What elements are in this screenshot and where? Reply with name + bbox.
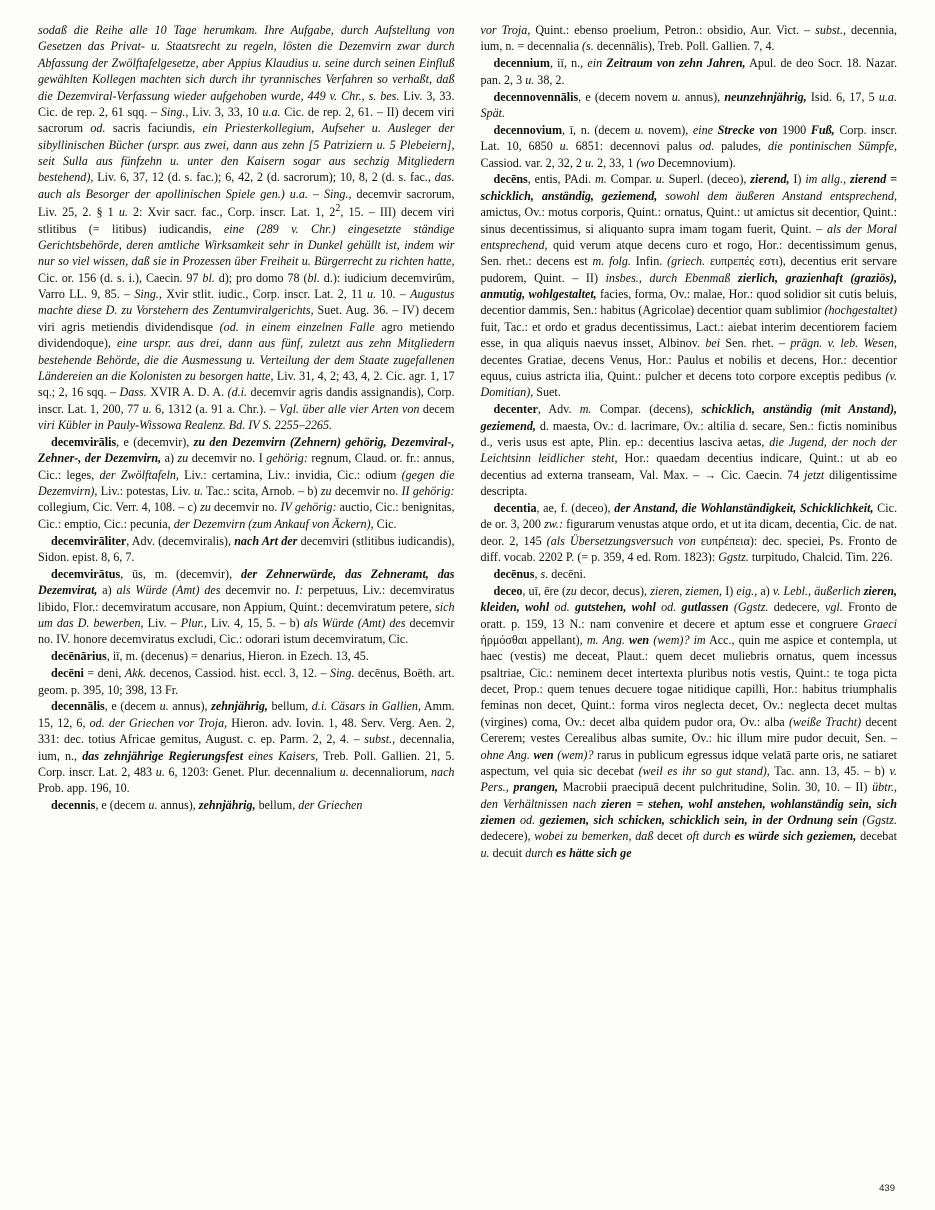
- dictionary-entry: decennālis, e (decem u. annus), zehnjährig, bellum, d.i. Cäsars in Gallien, Amm. 15, 12, 6, od. der Griechen vor Troja, Hieron. adv. Iovin. 1, 48. Serv. Verg. Aen. 2, 331: dec. totius Africae gemitus, August. c. ep. Parm. 2, 2, 4. – subst., decennalia, ium, n., das zehnjährige Regierungsfest eines Kaisers, Treb. Poll. Gallien. 21, 5. Corp. inscr. Lat. 2, 483 u. 6, 1203: Genet. Plur. decennalium u. decennaliorum, nach Prob. app. 196, 10.: [38, 699, 455, 796]
- left-text-column: [38, 22, 455, 1152]
- dictionary-entry: decēnus, s. decēni.: [493, 566, 586, 581]
- dictionary-entry: decennis, e (decem u. annus), zehnjährig, bellum, der Griechen: [51, 798, 363, 813]
- dictionary-entry: decemvirālis, e (decemvir), zu den Dezemvirn (Zehnern) gehörig, Dezemviral-, Zehner-, der Dezemvirn, a) zu decemvir no. I gehörig: regnum, Claud. or. fr.: annus, Cic.: leges, der Zwölftafeln, Liv.: certamina, Liv.: invidia, Cic.: odium (gegen die Dezemvirn), Liv.: potestas, Liv. u. Tac.: scita, Arnob. – b) zu decemvir no. II gehörig: collegium, Cic. Verr. 4, 108. – c) zu decemvir no. IV gehörig: auctio, Cic.: benignitas, Cic.: emptio, Cic.: pecunia, der Dezemvirn (zum Ankauf von Äckern), Cic.: [38, 434, 455, 531]
- dictionary-entry: decemvirātus, ūs, m. (decemvir), der Zehnerwürde, das Zehneramt, das Dezemvirat, a) als Würde (Amt) des decemvir no. I: perpetuus, Liv.: decemviratus libido, Flor.: decemviratum accusare, non Appium, Quint.: decemviratum petere, sich um das D. bewerben, Liv. – Plur., Liv. 4, 15, 5. – b) als Würde (Amt) des decemvir no. IV. honore decemviratus excludi, Cic.: odorari istum decemviratum, Cic.: [38, 566, 455, 647]
- dictionary-entry: decennium, iī, n., ein Zeitraum von zehn Jahren, Apul. de deo Socr. 18. Nazar. pan. 2, 3 u. 38, 2.: [480, 56, 897, 87]
- dictionary-entry: decemvirāliter, Adv. (decemviralis), nach Art der decemviri (stlitibus iudicandis), Sidon. epist. 8, 6, 7.: [38, 533, 455, 565]
- dictionary-entry: deceo, uī, ēre (zu decor, decus), zieren, ziemen, I) eig., a) v. Lebl., äußerlich zieren, kleiden, wohl od. gutstehen, wohl od. gutlassen (Ggstz. dedecere, vgl. Fronto de oratt. p. 159, 13 N.: nam convenire et decere et aptum esse et congruere Graeci ἡρμόσθαι appellant), m. Ang. wen (wem)? im Acc., quin me aspice et contempla, ut haec (vestis) me deceat, Plaut.: quem decet muliebris ornatus, quem incessus psaltriae, Cic.: neminem decet intertexta pluribus notis vestis, Quint.: te toga picta decet, Prop.: quem tenues decuere togae nitidique capilli, Hor.: habitus triumphalis feminas non decet, Quint.: forma viros neglecta decet, Ov.: neglecta decet multas (virgines) coma, Ov.: decet alba quidem pudor ora, Ov.: alba (weiße Tracht) decent Cererem; vestes Cerealibus albas sumite, Ov.: hic illum mire pudor decuit, Sen. – ohne Ang. wen (wem)? rarus in publicum egressus idque velatā parte oris, ne satiaret aspectum, vel quia sic decebat (weil es ihr so gut stand), Tac. ann. 13, 45. – b) v. Pers., prangen, Macrobii praecipuā decent pulchritudine, Solin. 30, 10. – II) übtr., den Verhältnissen nach zieren = stehen, wohl anstehen, wohlanständig sein, sich ziemen od. geziemen, sich schicken, schicklich sein, in der Ordnung sein (Ggstz. dedecere), wobei zu bemerken, daß decet oft durch es würde sich geziemen, decebat u. decuit durch es hätte sich ge: [480, 583, 898, 860]
- dictionary-entry: decēnārius, iī, m. (decenus) = denarius, Hieron. in Ezech. 13, 45.: [51, 649, 369, 664]
- right-text-column: [481, 22, 898, 1152]
- dictionary-entry: decēns, entis, PAdi. m. Compar. u. Superl. (deceo), zierend, I) im allg., zierend = schicklich, anständig, geziemend, sowohl dem äußeren Anstand entsprechend, amictus, Ov.: motus corporis, Quint.: ornatus, Quint.: ut amictus sit decentior, Quint.: sinus decentissimus, si aliquanto supra imam togam fuerit, Quint. – als der Moral entsprechend, quid verum atque decens curo et rogo, Hor.: decentissimum genus, Sen. rhet.: decens est m. folg. Infin. (griech. ευπρεπές εστι), decentius erit servare pudorem, Quint. – II) insbes., durch Ebenmaß zierlich, grazienhaft (graziös), anmutig, wohlgestaltet, facies, forma, Ov.: malae, Hor.: quod solidior sit cutis beluis, decentior dammis, Sen.: habitus (Agricolae) decentior quam sublimior (hochgestaltet) fuit, Tac.: et ordo et gradus decentissimus, Lact.: aiebat interim decentiorem faciem esse, in qua aliquis naevus insset, Albinov. bei Sen. rhet. – prägn. v. leb. Wesen, decentes Gratiae, decens Venus, Hor.: Paulus et nobilis et decens, Hor.: decentior equus, cuius astricta ilia, Quint.: pulcher et decens toto corpore exceptis pedibus (v. Domitian), Suet.: [480, 172, 898, 400]
- dictionary-entry: sodaß die Reihe alle 10 Tage herumkam. Ihre Aufgabe, durch Aufstellung von Gesetzen das Privat- u. Staatsrecht zu regeln, lösten die Dezemvirn zwar durch Abfassung der Zwölftafelgesetze, aber Appius Klaudius u. seine durch seinen Einfluß gewählten Kollegen machten sich durch ihr tyrannisches Verfahren so verhaßt, daß die Dezemviral-Verfassung wieder aufgehoben wurde, 449 v. Chr., s. bes. Liv. 3, 33. Cic. de rep. 2, 61 sqq. – Sing., Liv. 3, 33, 10 u.a. Cic. de rep. 2, 61. – II) decem viri sacrorum od. sacris faciundis, ein Priesterkollegium, Aufseher u. Ausleger der sibyllinischen Bücher (urspr. aus zwei, dann aus zehn [5 Patriziern u. 5 Plebeiern], seit Sulla aus fünfzehn u. unter den Kaisern sogar aus sechzig Mitgliedern bestehend), Liv. 6, 37, 12 (d. s. fac.); 6, 42, 2 (d. sacrorum); 10, 8, 2 (d. s. fac., das. auch als Besorger der apollinischen Spiele gen.) u.a. – Sing., decemvir sacrorum, Liv. 25, 2. § 1 u. 2: Xvir sacr. fac., Corp. inscr. Lat. 1, $2^2$, 15. – III) decem viri stlitibus (= litibus) iudicandis, eine (289 v. Chr.) eingesetzte ständige Gerichtsbehörde, deren amtliche Wirksamkeit sehr in Dunkel gehüllt ist, indem wir nur so viel wissen, daß sie in Prozessen über Freiheit u. Bürgerrecht zu richten hatte, Cic. or. 156 (d. s. i.), Caecin. 97 bl. d); pro domo 78 (bl. d.): iudicium decemvirûm, Varro LL. 9, 85. – Sing., Xvir stlit. iudic., Corp. inscr. Lat. 2, 11 u. 10. – Augustus machte diese D. zu Vorstehern des Zentumviralgerichts, Suet. Aug. 36. – IV) decem viri agris metiendis dividendisque (od. in einem einzelnen Falle agro metiendo dividendoque), eine urspr. aus drei, dann aus fünf, zuletzt aus zehn Mitgliedern bestehende Behörde, die die Ausmessung u. Verteilung der dem Staate zugefallenen Ländereien an die Kolonisten zu besorgen hatte, Liv. 31, 4, 2; 43, 4, 2. Cic. agr. 1, 17 sq.; 2, 16 sqq. – Dass. XVIR A. D. A. (d.i. decemvir agris dandis assignandis), Corp. inscr. Lat. 1, 200, 77 u. 6, 1312 (a. 91 a. Chr.). – Vgl. über alle vier Arten von decem viri Kübler in Pauly-Wissowa Realenz. Bd. IV S. 2255–2265.: [38, 23, 455, 433]
- dictionary-entry: vor Troja, Quint.: ebenso proelium, Petron.: obsidio, Aur. Vict. – subst., decennia, ium, n. = decennalia (s. decennālis), Treb. Poll. Gallien. 7, 4.: [480, 23, 898, 54]
- dictionary-entry: decenter, Adv. m. Compar. (decens), schicklich, anständig (mit Anstand), geziemend, d. maesta, Ov.: d. lacrimare, Ov.: altilia d. secare, Sen.: fictis nominibus d., veris usus est apte, Plin. ep.: decentius lasciva aetas, die Jugend, der noch der Leichtsinn leidlicher steht, Hor.: quaedam decentius indicare, Quint.: ut ab eo decentius ad externa transeam, Val. Max. – → Cic. Caecin. 74 jetzt diligentissime descripta.: [480, 402, 898, 498]
- dictionary-entry: decentia, ae, f. (deceo), der Anstand, die Wohlanständigkeit, Schicklichkeit, Cic. de or. 3, 200 zw.: figurarum venustas atque ordo, et ut ita dicam, decentia, Cic. de nat. deor. 2, 145 (als Übersetzungsversuch von ευπρέπεια): dec. speciei, Ps. Fronto de diff. vocab. 2202 P. (= p. 359, 4 ed. Rom. 1823): Ggstz. turpitudo, Chalcid. Tim. 226.: [480, 500, 897, 564]
- dictionary-entry: decennovennālis, e (decem novem u. annus), neunzehnjährig, Isid. 6, 17, 5 u.a. Spät.: [480, 89, 897, 120]
- two-column-layout: [38, 22, 897, 1152]
- page-number: 439: [879, 1183, 895, 1194]
- dictionary-entry: decēni = deni, Akk. decenos, Cassiod. hist. eccl. 3, 12. – Sing. decēnus, Boëth. art. geom. p. 395, 10; 398, 13 Fr.: [38, 666, 455, 697]
- dictionary-entry: decennovium, ī, n. (decem u. novem), eine Strecke von 1900 Fuß, Corp. inscr. Lat. 10, 6850 u. 6851: decennovi palus od. paludes, die pontinischen Sümpfe, Cassiod. var. 2, 32, 2 u. 2, 33, 1 (wo Decemnovium).: [480, 122, 898, 170]
